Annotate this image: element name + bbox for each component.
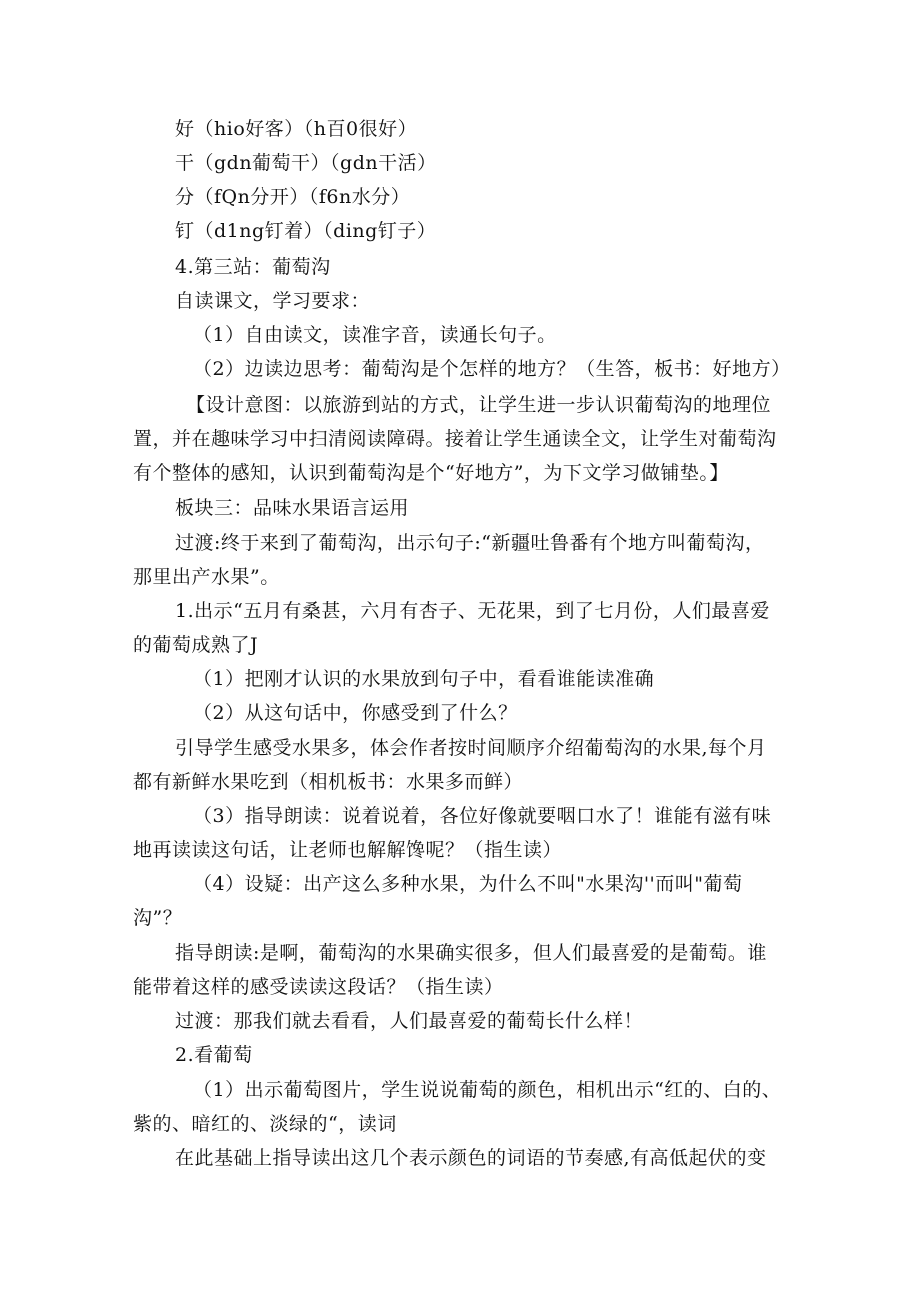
- list-item: （1）自由读文，读准字音，读通长句子。: [193, 324, 557, 346]
- list-item: （2）边读边思考：葡萄沟是个怎样的地方？（生答，板书：好地方）: [193, 358, 791, 380]
- text-line: 钉（d1ng钉着）（ding钉子）: [175, 220, 437, 242]
- text-line: 都有新鲜水果吃到（相机板书：水果多而鲜）: [133, 771, 524, 793]
- text-line: 能带着这样的感受读读这段话？（指生读）: [133, 976, 504, 998]
- text-line: 有个整体的感知，认识到葡萄沟是个“好地方”，为下文学习做铺垫。】: [133, 462, 729, 484]
- design-intent-note: 【设计意图：以旅游到站的方式，让学生进一步认识葡萄沟的地理位: [186, 394, 772, 416]
- text-line: 在此基础上指导读出这几个表示颜色的词语的节奏感,有高低起伏的变: [175, 1147, 767, 1169]
- text-line: 指导朗读:是啊，葡萄沟的水果确实很多，但人们最喜爱的是葡萄。谁: [175, 942, 767, 964]
- list-item: （2）从这句话中，你感受到了什么？: [193, 702, 518, 724]
- list-item: （3）指导朗读：说着说着，各位好像就要咽口水了！谁能有滋有味: [193, 805, 772, 827]
- text-line: 地再读读这句话，让老师也解解馋呢？（指生读）: [133, 839, 563, 861]
- list-item: （4）设疑：出产这么多种水果，为什么不叫"水果沟''而叫"葡萄: [193, 873, 743, 895]
- text-line: 干（gdn葡萄干）（gdn干活）: [175, 152, 437, 174]
- text-line: 好（hio好客）（h百0很好）: [175, 118, 418, 140]
- text-line: 置，并在趣味学习中扫清阅读障碍。接着让学生通读全文，让学生对葡萄沟: [133, 428, 777, 450]
- text-line: 引导学生感受水果多，体会作者按时间顺序介绍葡萄沟的水果,每个月: [175, 737, 767, 759]
- text-line: 的葡萄成熟了J: [133, 634, 259, 656]
- section-heading: 板块三：品味水果语言运用: [175, 497, 410, 519]
- list-item: （1）出示葡萄图片，学生说说葡萄的颜色，相机出示“红的、白的、: [193, 1079, 782, 1101]
- text-line: 沟”？: [133, 907, 183, 929]
- text-line: 自读课文，学习要求：: [175, 290, 371, 312]
- text-line: 1.出示“五月有桑甚，六月有杏子、无花果，到了七月份，人们最喜爱: [175, 600, 770, 622]
- text-line: 紫的、暗红的、淡绿的“，读词: [133, 1113, 397, 1135]
- text-line: 过渡：那我们就去看看，人们最喜爱的葡萄长什么样！: [175, 1010, 644, 1032]
- text-line: 那里出产水果”。: [133, 566, 280, 588]
- text-line: 过渡:终于来到了葡萄沟，出示句子:“新疆吐鲁番有个地方叫葡萄沟，: [175, 532, 765, 554]
- section-heading: 4.第三站：葡萄沟: [175, 256, 331, 278]
- text-line: 分（fQn分开）（f6n水分）: [175, 186, 411, 208]
- section-heading: 2.看葡萄: [175, 1044, 253, 1066]
- list-item: （1）把刚才认识的水果放到句子中，看看谁能读准确: [193, 668, 655, 690]
